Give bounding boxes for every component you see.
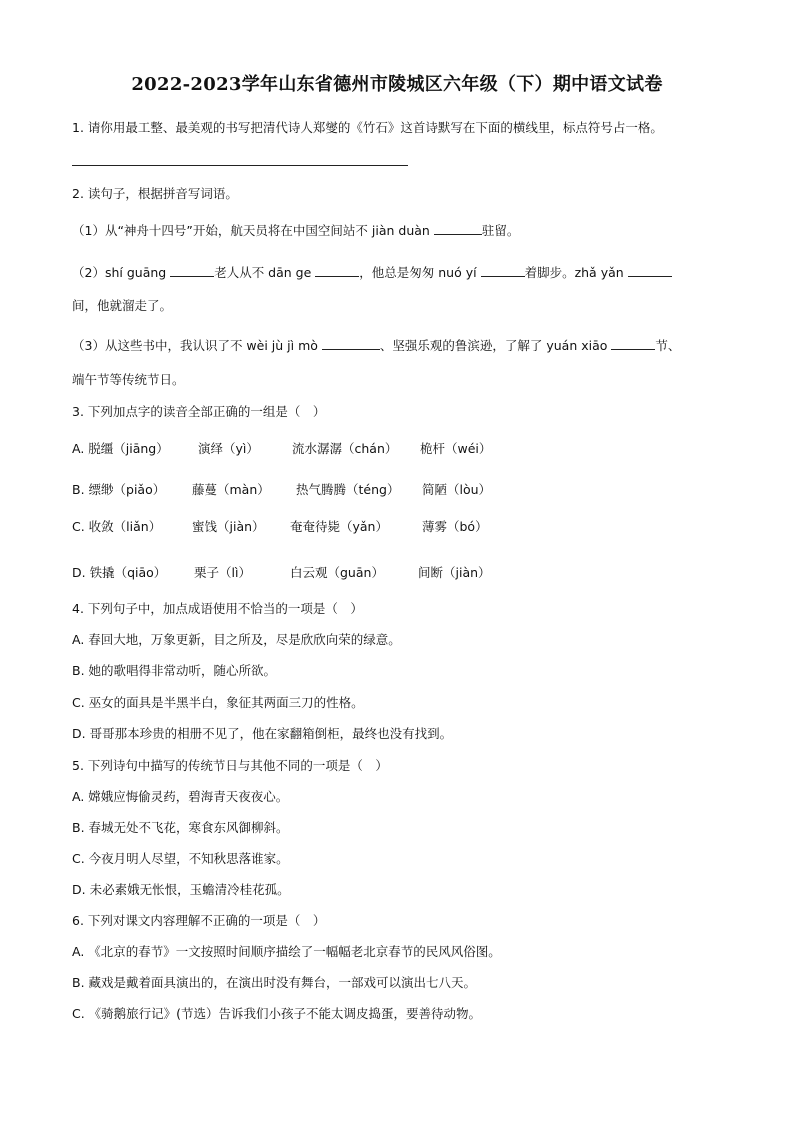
q2-part1-end: 驻留。 <box>481 223 520 238</box>
q3-option-c[interactable] <box>72 517 488 535</box>
q3-b-4: 简陋（lòu） <box>422 482 492 497</box>
q3-c-4: 薄雾（bó） <box>422 519 488 534</box>
q5-option-d[interactable]: D. 未必素娥无怅恨，玉蟾清冷桂花孤。 <box>72 882 290 897</box>
q2-part2 <box>72 263 672 281</box>
exam-title: 2022-2023学年山东省德州市陵城区六年级（下）期中语文试卷 <box>131 74 663 95</box>
q3-stem: 3. 下列加点字的读音全部正确的一组是（ ） <box>72 404 326 419</box>
q4-option-d[interactable]: D. 哥哥那本珍贵的相册不见了，他在家翻箱倒柜，最终也没有找到。 <box>72 726 453 741</box>
q3-a-1: A. 脱缰（jiāng） <box>72 441 169 456</box>
q2-part3 <box>72 336 680 354</box>
q3-b-3: 热气腾腾（téng） <box>296 482 400 497</box>
q2-blank-5[interactable] <box>628 265 672 277</box>
q1-answer-line <box>72 165 408 166</box>
q1-text: 1. 请你用最工整、最美观的书写把清代诗人郑燮的《竹石》这首诗默写在下面的横线里，标点符号占一格。 <box>72 120 663 135</box>
q3-d-1: D. 铁撬（qiāo） <box>72 565 167 580</box>
q2-part3-b: 、坚强乐观的鲁滨逊，了解了 yuán xiāo <box>379 338 608 353</box>
q6-option-c[interactable]: C. 《骑鹅旅行记》(节选）告诉我们小孩子不能太调皮捣蛋，要善待动物。 <box>72 1006 482 1021</box>
q2-part2-b: 老人从不 dān ge <box>214 265 312 280</box>
q2-blank-1[interactable] <box>434 223 482 235</box>
q2-part3-a: （3）从这些书中，我认识了不 wèi jù jì mò <box>72 338 318 353</box>
q2-blank-7[interactable] <box>611 338 655 350</box>
q2-part1 <box>72 221 519 239</box>
q3-option-a[interactable] <box>72 439 491 457</box>
q3-a-3: 流水潺潺（chán） <box>292 441 398 456</box>
q2-part3-cont: 端午节等传统节日。 <box>72 372 185 387</box>
q3-d-4: 间断（jiàn） <box>418 565 491 580</box>
q3-b-1: B. 缥缈（piǎo） <box>72 482 166 497</box>
q4-stem: 4. 下列句子中，加点成语使用不恰当的一项是（ ） <box>72 601 363 616</box>
q6-option-a[interactable]: A. 《北京的春节》一文按照时间顺序描绘了一幅幅老北京春节的民风风俗图。 <box>72 944 501 959</box>
q4-option-a[interactable]: A. 春回大地，万象更新，目之所及，尽是欣欣向荣的绿意。 <box>72 632 401 647</box>
q4-option-c[interactable]: C. 巫女的面具是半黑半白，象征其两面三刀的性格。 <box>72 695 364 710</box>
q5-option-b[interactable]: B. 春城无处不飞花，寒食东风御柳斜。 <box>72 820 289 835</box>
q2-stem: 2. 读句子，根据拼音写词语。 <box>72 186 238 201</box>
q3-d-2: 栗子（lì） <box>194 565 251 580</box>
q3-b-2: 藤蔓（màn） <box>192 482 270 497</box>
q3-c-2: 蜜饯（jiàn） <box>192 519 265 534</box>
q2-part3-c: 节、 <box>655 338 681 353</box>
q3-c-1: C. 收敛（liǎn） <box>72 519 162 534</box>
q3-a-2: 演绎（yì） <box>198 441 259 456</box>
q5-option-a[interactable]: A. 嫦娥应悔偷灵药，碧海青天夜夜心。 <box>72 789 289 804</box>
q2-blank-6[interactable] <box>322 338 380 350</box>
q2-blank-3[interactable] <box>315 265 359 277</box>
q5-stem: 5. 下列诗句中描写的传统节日与其他不同的一项是（ ） <box>72 758 388 773</box>
q5-option-c[interactable]: C. 今夜月明人尽望，不知秋思落谁家。 <box>72 851 289 866</box>
q2-part2-c: ，他总是匆匆 nuó yí <box>359 265 477 280</box>
q6-option-b[interactable]: B. 藏戏是戴着面具演出的，在演出时没有舞台，一部戏可以演出七八天。 <box>72 975 477 990</box>
q2-part2-d: 着脚步。zhǎ yǎn <box>524 265 624 280</box>
q2-part2-cont: 间，他就溜走了。 <box>72 298 173 313</box>
q6-stem: 6. 下列对课文内容理解不正确的一项是（ ） <box>72 913 326 928</box>
q3-a-4: 桅杆（wéi） <box>420 441 492 456</box>
q3-option-b[interactable] <box>72 480 491 498</box>
q3-option-d[interactable] <box>72 563 491 581</box>
q2-part1-text: （1）从“神舟十四号”开始，航天员将在中国空间站不 jiàn duàn <box>72 223 430 238</box>
q3-d-3: 白云观（guān） <box>290 565 384 580</box>
q2-blank-4[interactable] <box>481 265 525 277</box>
q2-part2-a: （2）shí guāng <box>72 265 167 280</box>
q3-c-3: 奄奄待毙（yǎn） <box>290 519 388 534</box>
q2-blank-2[interactable] <box>170 265 214 277</box>
q4-option-b[interactable]: B. 她的歌唱得非常动听，随心所欲。 <box>72 663 277 678</box>
